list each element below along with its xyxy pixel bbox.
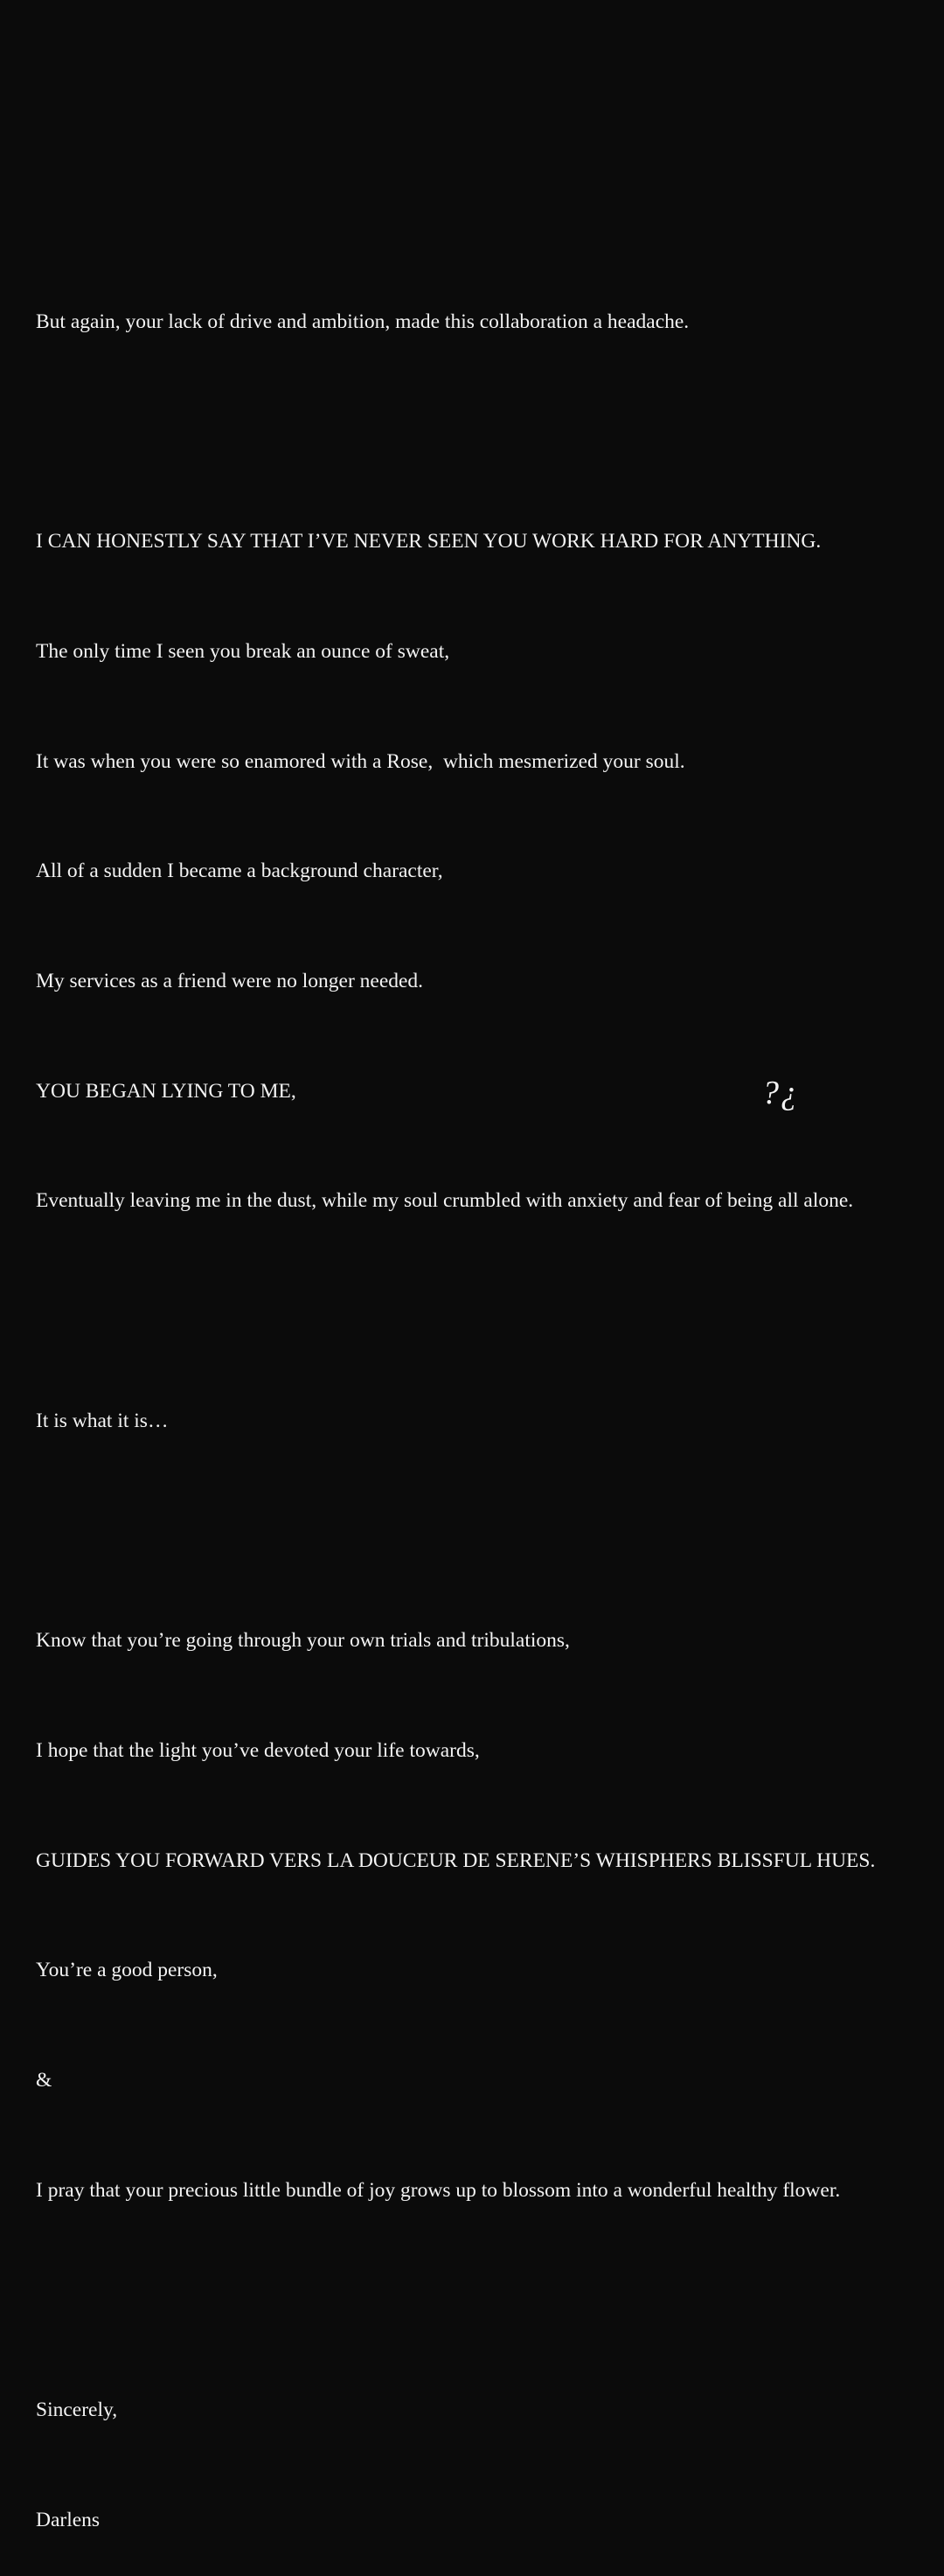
letter-line: Eventually leaving me in the dust, while my soul crumbled with anxiety and fear of being all alone. (36, 1189, 854, 1213)
letter-line: It was when you were so enamored with a Rose, which mesmerized your soul. (36, 749, 685, 773)
signature-name: Darlens (36, 2508, 101, 2531)
letter-line: I hope that the light you’ve devoted your life towards, (36, 1738, 480, 1762)
letter-line: It is what it is… (36, 1409, 169, 1432)
letter-line: But again, your lack of drive and ambition, made this collaboration a headache. (36, 310, 690, 333)
letter-line: I CAN HONESTLY SAY THAT I’VE NEVER SEEN YOU WORK HARD FOR ANYTHING. (36, 530, 822, 553)
letter-line: The only time I seen you break an ounce of sweat, (36, 639, 450, 663)
letter-line: My services as a friend were no longer needed. (36, 970, 424, 993)
question-mark-glyph: ?¿ (762, 1075, 799, 1111)
letter-line: You’re a good person, (36, 1959, 218, 1982)
letter-body (36, 231, 927, 2576)
blank-line (36, 2282, 927, 2319)
letter-line: All of a sudden I became a background character, (36, 860, 443, 883)
blank-line (36, 1514, 927, 1550)
letter-line: YOU BEGAN LYING TO ME, (36, 1079, 296, 1103)
letter-line: I pray that your precious little bundle of joy grows up to blossom into a wonderful healthy flower. (36, 2178, 841, 2202)
letter-line: GUIDES YOU FORWARD VERS LA DOUCEUR DE SERENE’S WHISPHERS BLISSFUL HUES. (36, 1848, 876, 1872)
letter-line: & (36, 2069, 52, 2092)
letter-line: Know that you’re going through your own trials and tribulations, (36, 1629, 570, 1653)
blank-line (36, 1293, 927, 1330)
closing: Sincerely, (36, 2398, 118, 2422)
blank-line (36, 414, 927, 451)
